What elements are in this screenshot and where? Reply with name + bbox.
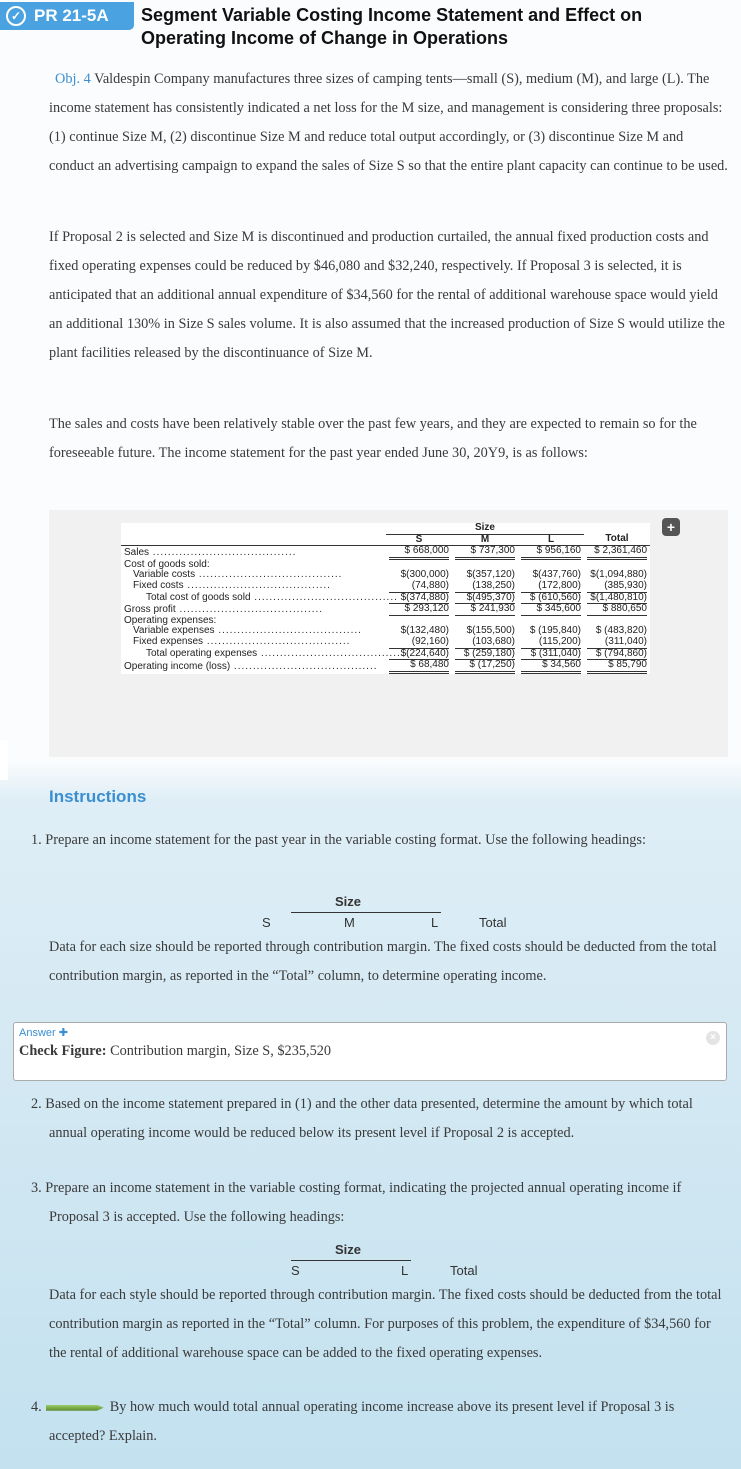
- cell-value: $ (195,840): [529, 625, 581, 637]
- cell-text: (172,800): [521, 581, 581, 593]
- income-statement-figure: [49, 510, 728, 757]
- cell-text: $ (311,040): [521, 649, 581, 661]
- cell-value: [584, 637, 650, 649]
- problem-title: Segment Variable Costing Income Statement and Effect on Operating Income of Change in Operations: [141, 5, 643, 48]
- income-statement-table: [121, 523, 650, 674]
- intro-paragraph: [49, 65, 729, 181]
- cell-text: $ 668,000: [389, 546, 449, 560]
- intro-text: Valdespin Company manufactures three sizes of camping tents—small (S), medium (M), and large (L). The income statement has consistently indicated a net loss for the M size, and management is considering three proposals: (1) continue Size M, (2) discontinue Size M and reduce total output accordingly, or (3) discontinue Size M and conduct an advertising campaign to expand the sales of Size S so that the entire plant capacity can continue to be used.: [49, 71, 728, 174]
- heading-size: Size: [335, 894, 362, 909]
- cell-text: (92,160): [389, 637, 449, 649]
- table-row: [121, 660, 650, 674]
- instructions-heading: Instructions: [49, 787, 147, 806]
- cell-value: [452, 581, 518, 593]
- instruction-4-number: 4.: [31, 1399, 42, 1415]
- cell-text: $ 2,361,460: [587, 546, 647, 560]
- size-rule: [291, 912, 441, 913]
- instruction-3-detail: Data for each style should be reported through contribution margin. The fixed costs should be deducted from the total contribution margin as reported in the “Total” column. For purposes of this problem, the expenditure of $34,560 for the rental of additional warehouse space can be added to the fixed operating expenses.: [49, 1287, 722, 1361]
- leader-dots: ......................................: [257, 648, 405, 660]
- cell-value: $ (483,820): [595, 625, 647, 637]
- row-label: [121, 570, 386, 581]
- cell-text: $(224,640): [389, 649, 449, 661]
- instruction-4-text: By how much would total annual operating income increase above its present level if Proposal 3 is accepted? Explain.: [49, 1399, 675, 1444]
- objective-tag: Obj. 4: [55, 71, 91, 87]
- row-label-text: Total operating expenses: [146, 648, 258, 660]
- row-label: [121, 637, 386, 649]
- cell-text: $ 85,790: [587, 660, 647, 674]
- row-label: [121, 546, 386, 560]
- col-header: L: [518, 534, 584, 546]
- cell-value: [518, 581, 584, 593]
- cell-value: [452, 604, 518, 616]
- leader-dots: ......................................: [230, 660, 378, 672]
- cell-value: [584, 546, 650, 560]
- cell-value: [452, 546, 518, 560]
- row-label-text: Variable costs: [133, 569, 196, 581]
- cell-value: [386, 546, 452, 560]
- heading3-total: Total: [450, 1263, 478, 1278]
- cell-value: [386, 604, 452, 616]
- cell-text: (311,040): [587, 637, 647, 649]
- instruction-2: 2. Based on the income statement prepared in (1) and the other data presented, determine the amount by which total annual operating income would be reduced below its present level if Proposal 2 is accepted.: [31, 1096, 693, 1141]
- row-label-text: Total cost of goods sold: [146, 592, 251, 604]
- leader-dots: ......................................: [250, 592, 398, 604]
- cell-value: [584, 660, 650, 674]
- cell-text: $(374,880): [389, 593, 449, 605]
- row-label-text: Fixed costs: [133, 580, 184, 592]
- row-label-text: Variable expenses: [133, 625, 215, 637]
- table-row: [121, 581, 650, 593]
- cell-text: $ 293,120: [389, 604, 449, 616]
- side-tab: [0, 740, 8, 780]
- col-header: M: [452, 534, 518, 546]
- cell-text: $ 737,300: [455, 546, 515, 560]
- cell-value: [386, 660, 452, 674]
- heading-l: L: [431, 915, 439, 930]
- heading3-s: S: [291, 1263, 300, 1278]
- cell-value: [452, 660, 518, 674]
- row-label: [121, 648, 405, 661]
- proposal-paragraph: If Proposal 2 is selected and Size M is discontinued and production curtailed, the annual fixed production costs and fixed operating expenses could be reduced by $46,080 and $32,240, respectively. If Proposal 3 is selected, it is anticipated that an additional annual expenditure of $34,560 for the rental of additional warehouse space would yield an additional 130% in Size S sales volume. It is also assumed that the increased production of Size S would utilize the plant facilities released by the discontinuance of Size M.: [49, 229, 725, 361]
- cell-text: $ 345,600: [521, 604, 581, 616]
- check-figure-text: Contribution margin, Size S, $235,520: [106, 1043, 332, 1059]
- check-figure: [19, 1043, 331, 1060]
- cell-value: [386, 637, 452, 649]
- cell-text: $ 241,930: [455, 604, 515, 616]
- cell-value: [518, 637, 584, 649]
- heading-total: Total: [479, 915, 507, 930]
- cell-value: [452, 637, 518, 649]
- answer-box: [13, 1022, 727, 1081]
- leader-dots: ......................................: [195, 569, 343, 581]
- cell-value: $(132,480): [400, 625, 449, 637]
- expand-plus-icon[interactable]: +: [662, 518, 680, 536]
- cell-text: $ (17,250): [455, 660, 515, 674]
- leader-dots: ......................................: [175, 603, 324, 615]
- row-label-text: Sales: [124, 546, 150, 558]
- cell-value: $(437,760): [532, 569, 581, 581]
- cell-text: (385,930): [587, 581, 647, 593]
- cell-value: [386, 581, 452, 593]
- cell-text: $ (259,180): [455, 649, 515, 661]
- instruction-1: 1. Prepare an income statement for the past year in the variable costing format. Use the following headings:: [31, 832, 646, 848]
- close-icon[interactable]: ×: [706, 1031, 720, 1045]
- row-label: [121, 660, 386, 674]
- instruction-4: [31, 1393, 729, 1451]
- cell-value: $(155,500): [466, 625, 515, 637]
- leader-dots: ......................................: [203, 636, 351, 648]
- cell-text: $ (794,860): [587, 649, 647, 661]
- cell-text: (115,200): [521, 637, 581, 649]
- cell-value: [518, 546, 584, 560]
- cell-text: (103,680): [455, 637, 515, 649]
- row-label-text: Cost of goods sold:: [124, 558, 210, 570]
- size-rule-3: [291, 1260, 411, 1261]
- cell-value: $(1,094,880): [590, 569, 647, 581]
- cell-text: $(1,480,810): [587, 593, 647, 605]
- check-circle-icon: ✓: [6, 6, 26, 26]
- row-label-text: Fixed expenses: [133, 636, 204, 648]
- cell-text: $ 34,560: [521, 660, 581, 674]
- cell-value: $(357,120): [466, 569, 515, 581]
- table-row: [121, 546, 650, 560]
- leader-dots: ......................................: [149, 546, 297, 558]
- cell-text: $ 956,160: [521, 546, 581, 560]
- problem-number: PR 21-5A: [34, 6, 109, 25]
- instruction-1-detail: Data for each size should be reported through contribution margin. The fixed costs should be deducted from the total contribution margin, as reported in the “Total” column, to determine operating income.: [49, 939, 717, 984]
- row-label: [121, 581, 386, 593]
- row-label-text: Gross profit: [124, 603, 176, 615]
- check-figure-label: Check Figure:: [19, 1043, 107, 1059]
- col-header: S: [386, 534, 452, 546]
- heading3-l: L: [401, 1263, 409, 1278]
- problem-badge: [0, 2, 134, 30]
- heading3-size: Size: [335, 1242, 362, 1257]
- cell-text: $ 880,650: [587, 604, 647, 616]
- cell-text: (74,880): [389, 581, 449, 593]
- size-header: Size: [386, 523, 584, 534]
- answer-toggle[interactable]: Answer ✚: [19, 1027, 68, 1039]
- row-label: [121, 626, 386, 637]
- heading-m: M: [344, 915, 355, 930]
- col-header: Total: [584, 534, 650, 546]
- cell-value: [584, 581, 650, 593]
- cell-text: $ (610,560): [521, 593, 581, 605]
- cell-value: [518, 604, 584, 616]
- cell-text: $ 68,480: [389, 660, 449, 674]
- leader-dots: ......................................: [183, 580, 331, 592]
- cell-text: (138,250): [455, 581, 515, 593]
- leader-dots: ......................................: [214, 625, 362, 637]
- pencil-icon: [46, 1405, 104, 1411]
- cell-text: $(495,370): [455, 593, 515, 605]
- row-label-text: Operating income (loss): [124, 660, 231, 672]
- stability-paragraph: The sales and costs have been relatively stable over the past few years, and they are expected to remain so for the foreseeable future. The income statement for the past year ended June 30, 20Y9, is as follows:: [49, 416, 697, 461]
- cell-value: $(300,000): [400, 569, 449, 581]
- heading-s: S: [262, 915, 271, 930]
- instruction-3: 3. Prepare an income statement in the variable costing format, indicating the projected annual operating income if Proposal 3 is accepted. Use the following headings:: [31, 1180, 682, 1225]
- table-row: [121, 637, 650, 649]
- cell-value: [518, 660, 584, 674]
- row-label: [121, 592, 398, 605]
- row-label-text: Operating expenses:: [124, 614, 217, 626]
- cell-value: [584, 604, 650, 616]
